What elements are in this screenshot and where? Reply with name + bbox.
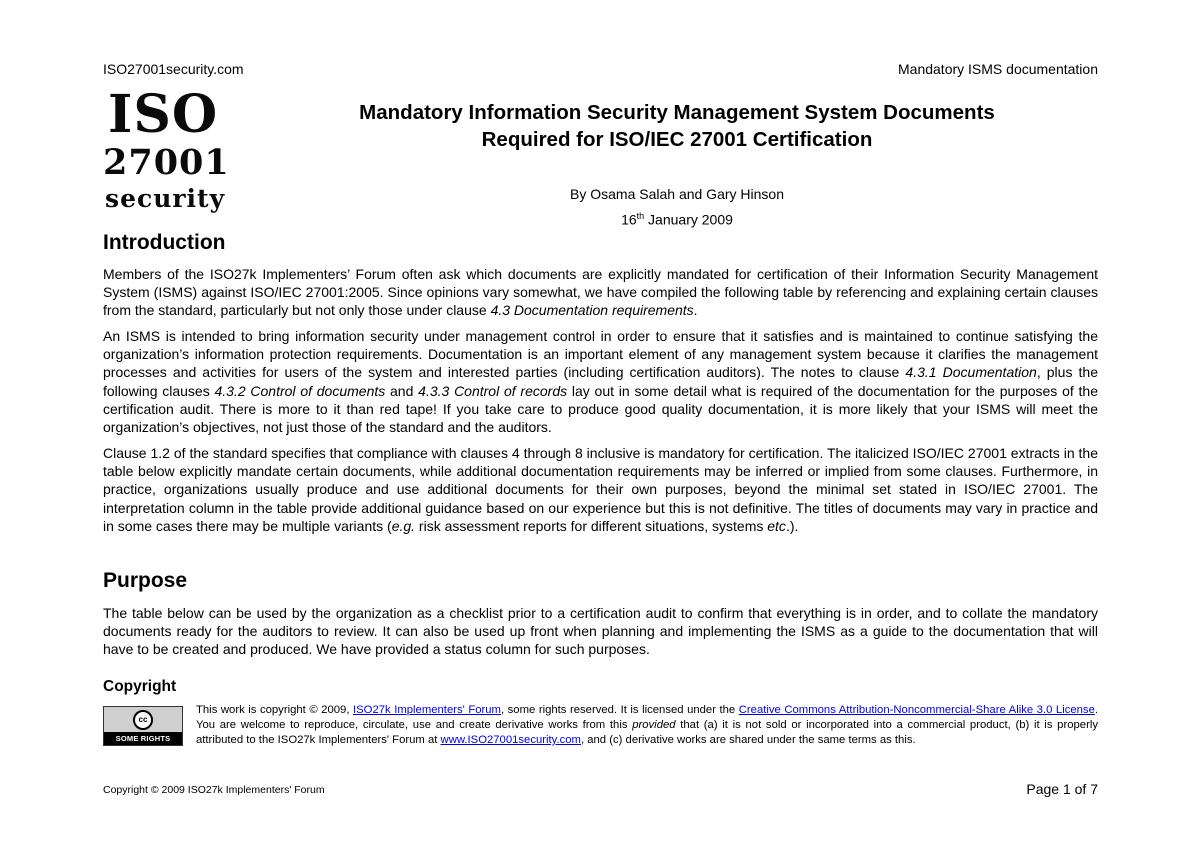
license-link[interactable]: Creative Commons Attribution-Noncommercial-Share Alike 3.0 License	[738, 704, 1095, 716]
cc-badge-label: SOME RIGHTS RESERVED	[104, 732, 182, 745]
intro-paragraph-3: Clause 1.2 of the standard specifies that compliance with clauses 4 through 8 inclusive is mandatory for certification. The italicized ISO/IEC 27001 extracts in the table below explicitly mandate certain documents, while additional documentation requirements may be inferred or implied from some clauses. Furthermore, in practice, organizations usually produce and use additional documents for their own purposes, beyond the minimal set stated in ISO/IEC 27001. The interpretation column in the table provide additional guidance based on our experience but this is not definitive. The titles of documents may vary in practice and in some cases there may be multiple variants (e.g. risk assessment reports for different situations, systems etc.).	[103, 445, 1098, 534]
intro-paragraph-2: An ISMS is intended to bring information security under management control in order to ensure that it satisfies and is maintained to continue satisfying the organization’s information protection requirements. Documentation is an important element of any management system because it clarifies the management processes and activities for users of the system and interested parties (including certification auditors). The notes to clause 4.3.1 Documentation, plus the following clauses 4.3.2 Control of documents and 4.3.3 Control of records lay out in some detail what is required of the documentation for the purposes of the certification audit. There is more to it than red tape! If you take care to produce good quality documentation, it is more likely that your ISMS will meet the organization’s objectives, not just those of the standard and the auditors.	[103, 328, 1098, 436]
date-day: 16	[621, 211, 637, 228]
copyright-notice: This work is copyright © 2009, ISO27k Implementers' Forum, some rights reserved. It is licensed under the Creative Commons Attribution-Noncommercial-Share Alike 3.0 License. You are welcome to reproduce, circulate, use and create derivative works from this provided that (a) it is not sold or incorporated into a commercial product, (b) it is properly attributed to the ISO27k Implementers' Forum at www.ISO27001security.com, and (c) derivative works are shared under the same terms as this.	[196, 704, 1099, 746]
title-line-1: Mandatory Information Security Management System Documents	[359, 101, 995, 124]
intro-paragraph-1: Members of the ISO27k Implementers’ Forum often ask which documents are explicitly mandated for certification of their Information Security Management System (ISMS) against ISO/IEC 27001:2005. Since opinions vary somewhat, we have compiled the following table by referencing and explaining certain clauses from the standard, particularly but not only those under clause 4.3 Documentation requirements.	[103, 266, 1098, 319]
logo-line-iso: ISO	[108, 84, 219, 145]
cc-icon: cc	[133, 710, 153, 730]
authors-byline: By Osama Salah and Gary Hinson	[570, 186, 784, 202]
purpose-paragraph: The table below can be used by the organization as a checklist prior to a certification audit to confirm that everything is in order, and to collate the mandatory documents ready for the auditors to review. It can also be used up front when planning and implementing the ISMS as a guide to the documentation that will have to be created and produced. We have provided a status column for such purposes.	[103, 605, 1098, 658]
logo-line-27001: 27001	[103, 142, 230, 183]
document-title	[300, 99, 1054, 153]
iso27001-security-logo	[103, 84, 248, 220]
title-line-2: Required for ISO/IEC 27001 Certification	[481, 128, 873, 151]
header-site-name: ISO27001security.com	[103, 61, 244, 77]
publication-date	[300, 211, 1054, 228]
creative-commons-badge[interactable]	[103, 706, 183, 756]
website-link[interactable]: www.ISO27001security.com	[440, 734, 581, 746]
logo-line-security: security	[105, 184, 226, 213]
header-doc-title: Mandatory ISMS documentation	[898, 61, 1098, 77]
date-month-year: January 2009	[644, 211, 733, 228]
introduction-heading: Introduction	[103, 231, 226, 254]
copyright-heading: Copyright	[103, 678, 177, 695]
forum-link[interactable]: ISO27k Implementers' Forum	[353, 704, 501, 716]
date-ordinal-suffix: th	[636, 211, 645, 221]
footer-page-number: Page 1 of 7	[1026, 781, 1098, 797]
purpose-heading: Purpose	[103, 569, 188, 592]
footer-copyright: Copyright © 2009 ISO27k Implementers' Forum	[103, 784, 325, 796]
